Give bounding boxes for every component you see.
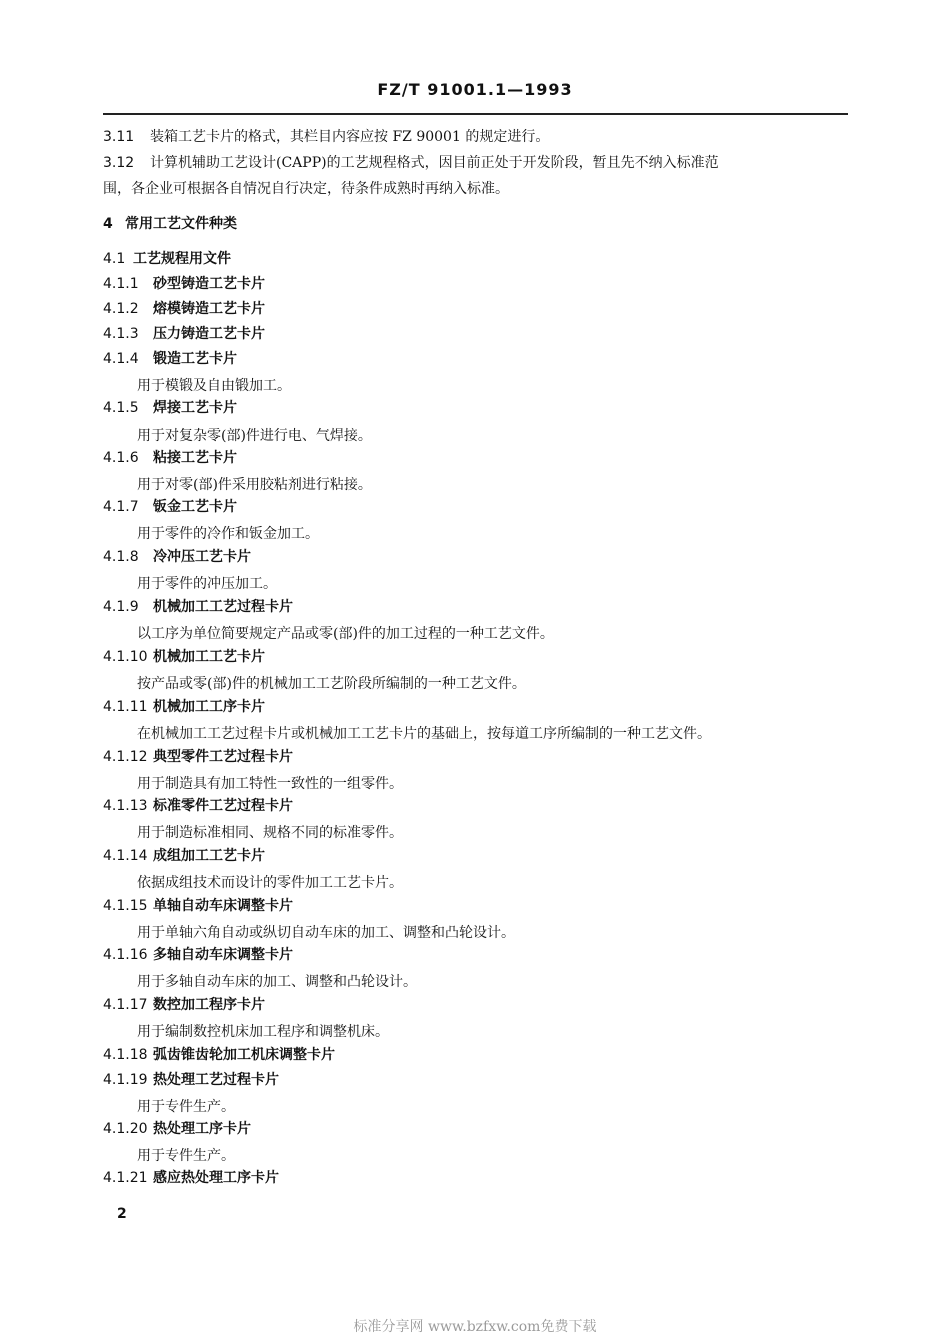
item-description: 依据成组技术而设计的零件加工工艺卡片。 (137, 875, 403, 891)
list-item (103, 747, 293, 767)
item-title: 弧齿锥齿轮加工机床调整卡片 (153, 1047, 335, 1063)
item-number: 4.1.21 (103, 1170, 148, 1186)
clause-3-11 (103, 127, 549, 147)
item-description: 以工序为单位简要规定产品或零(部)件的加工过程的一种工艺文件。 (137, 626, 554, 642)
clause-number: 3.11 (103, 129, 135, 145)
clause-text: 计算机辅助工艺设计(CAPP)的工艺规程格式，因目前正处于开发阶段，暂且先不纳入标准范 (150, 155, 719, 171)
list-item (103, 299, 265, 319)
list-item (103, 846, 265, 866)
clause-text-continued: 围，各企业可根据各自情况自行决定，待条件成熟时再纳入标准。 (103, 181, 509, 197)
list-item (103, 1168, 279, 1188)
list-item (103, 1070, 279, 1090)
item-description: 用于制造标准相同、规格不同的标准零件。 (137, 825, 403, 841)
item-description: 用于零件的冷作和钣金加工。 (137, 526, 319, 542)
item-title: 典型零件工艺过程卡片 (153, 749, 293, 765)
item-number: 4.1.11 (103, 699, 148, 715)
item-title: 压力铸造工艺卡片 (153, 326, 265, 342)
section-4-heading (103, 214, 237, 234)
item-number: 4.1.9 (103, 599, 139, 615)
item-number: 4.1.5 (103, 400, 139, 416)
item-title: 钣金工艺卡片 (153, 499, 237, 515)
standard-code-header: FZ/T 91001.1—1993 (377, 80, 573, 99)
item-title: 焊接工艺卡片 (153, 400, 237, 416)
list-item (103, 647, 265, 667)
list-item (103, 349, 237, 369)
header-rule (103, 113, 848, 115)
list-item (103, 945, 293, 965)
list-item (103, 497, 237, 517)
item-number: 4.1.20 (103, 1121, 148, 1137)
item-number: 4.1.15 (103, 898, 148, 914)
page-number: 2 (117, 1206, 127, 1222)
item-number: 4.1.10 (103, 649, 148, 665)
item-description: 在机械加工工艺过程卡片或机械加工工艺卡片的基础上，按每道工序所编制的一种工艺文件。 (137, 726, 711, 742)
list-item (103, 796, 293, 816)
item-description: 用于对复杂零(部)件进行电、气焊接。 (137, 428, 372, 444)
section-4-1-heading (103, 249, 231, 269)
list-item (103, 1045, 335, 1065)
item-number: 4.1.2 (103, 301, 139, 317)
list-item (103, 547, 251, 567)
item-description: 用于多轴自动车床的加工、调整和凸轮设计。 (137, 974, 417, 990)
item-number: 4.1.8 (103, 549, 139, 565)
list-item (103, 697, 265, 717)
item-number: 4.1.4 (103, 351, 139, 367)
item-description: 用于编制数控机床加工程序和调整机床。 (137, 1024, 389, 1040)
clause-3-12 (103, 153, 719, 173)
item-title: 冷冲压工艺卡片 (153, 549, 251, 565)
list-item (103, 274, 265, 294)
item-title: 熔模铸造工艺卡片 (153, 301, 265, 317)
clause-number: 3.12 (103, 155, 135, 171)
item-number: 4.1.12 (103, 749, 148, 765)
list-item (103, 324, 265, 344)
item-number: 4.1.19 (103, 1072, 148, 1088)
item-number: 4.1.14 (103, 848, 148, 864)
list-item (103, 398, 237, 418)
item-description: 用于单轴六角自动或纵切自动车床的加工、调整和凸轮设计。 (137, 925, 515, 941)
item-title: 锻造工艺卡片 (153, 351, 237, 367)
list-item (103, 597, 293, 617)
item-title: 单轴自动车床调整卡片 (153, 898, 293, 914)
section-number: 4 (103, 216, 113, 232)
clause-3-12-continued (103, 179, 509, 199)
item-title: 粘接工艺卡片 (153, 450, 237, 466)
item-description: 用于对零(部)件采用胶粘剂进行粘接。 (137, 477, 372, 493)
item-title: 多轴自动车床调整卡片 (153, 947, 293, 963)
section-title: 常用工艺文件种类 (125, 216, 237, 232)
item-title: 砂型铸造工艺卡片 (153, 276, 265, 292)
item-description: 用于零件的冲压加工。 (137, 576, 277, 592)
item-title: 感应热处理工序卡片 (153, 1170, 279, 1186)
item-title: 热处理工艺过程卡片 (153, 1072, 279, 1088)
item-title: 数控加工程序卡片 (153, 997, 265, 1013)
list-item (103, 1119, 251, 1139)
section-number: 4.1 (103, 251, 126, 267)
item-number: 4.1.3 (103, 326, 139, 342)
item-number: 4.1.18 (103, 1047, 148, 1063)
clause-text: 装箱工艺卡片的格式，其栏目内容应按 FZ 90001 的规定进行。 (150, 129, 550, 145)
list-item (103, 448, 237, 468)
item-description: 用于模锻及自由锻加工。 (137, 378, 291, 394)
item-number: 4.1.6 (103, 450, 139, 466)
item-title: 成组加工工艺卡片 (153, 848, 265, 864)
item-description: 按产品或零(部)件的机械加工工艺阶段所编制的一种工艺文件。 (137, 676, 526, 692)
item-title: 热处理工序卡片 (153, 1121, 251, 1137)
item-title: 机械加工工艺卡片 (153, 649, 265, 665)
list-item (103, 995, 265, 1015)
item-description: 用于制造具有加工特性一致性的一组零件。 (137, 776, 403, 792)
item-title: 机械加工工艺过程卡片 (153, 599, 293, 615)
item-number: 4.1.17 (103, 997, 148, 1013)
item-title: 标准零件工艺过程卡片 (153, 798, 293, 814)
section-title: 工艺规程用文件 (133, 251, 231, 267)
item-number: 4.1.16 (103, 947, 148, 963)
item-description: 用于专件生产。 (137, 1148, 235, 1164)
item-title: 机械加工工序卡片 (153, 699, 265, 715)
item-number: 4.1.1 (103, 276, 139, 292)
list-item (103, 896, 293, 916)
item-number: 4.1.13 (103, 798, 148, 814)
watermark-text: 标准分享网 www.bzfxw.com免费下载 (353, 1319, 597, 1335)
item-number: 4.1.7 (103, 499, 139, 515)
item-description: 用于专件生产。 (137, 1099, 235, 1115)
